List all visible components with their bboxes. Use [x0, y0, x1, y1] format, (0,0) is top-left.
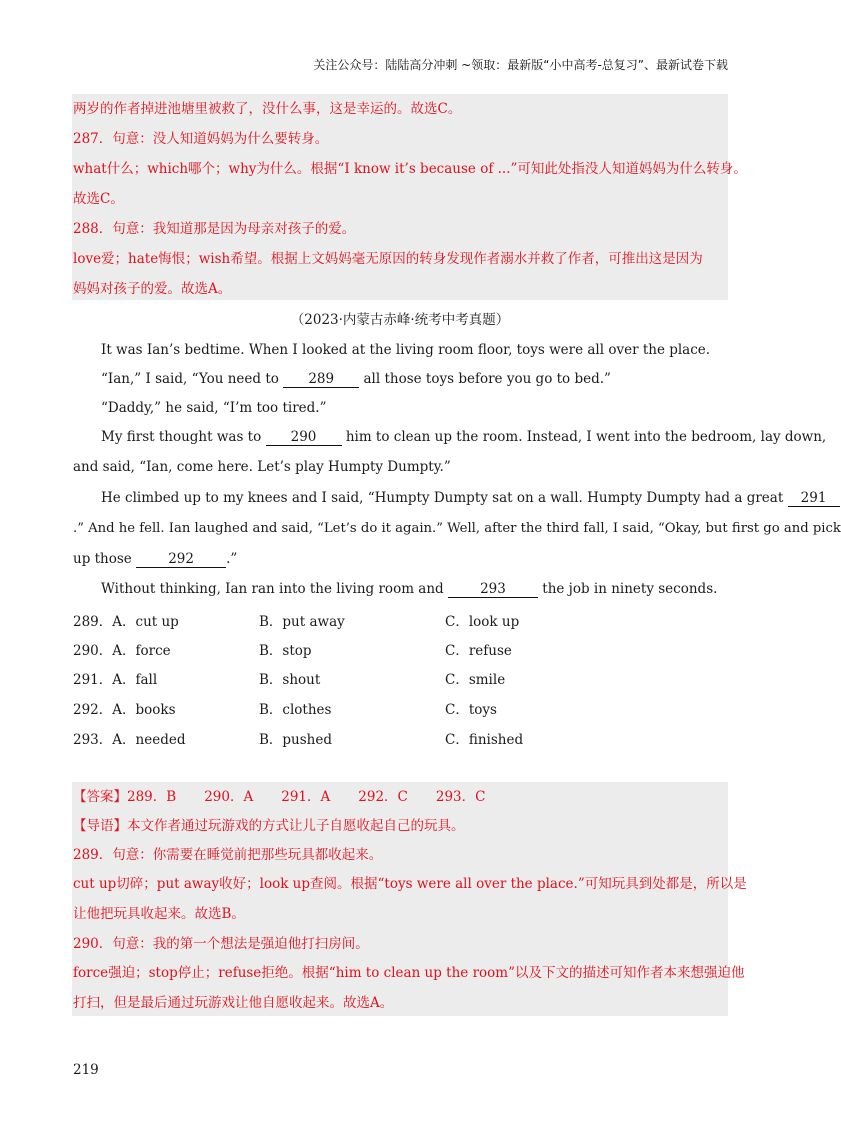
option-a: 292．A．books [73, 702, 176, 718]
explanation-line: 289．句意：你需要在睡觉前把那些玩具都收起来。 [73, 847, 383, 863]
answer-line [73, 782, 485, 812]
option-b: B．put away [259, 614, 345, 630]
answer-item: 292．C [358, 789, 408, 805]
option-c: C．toys [445, 702, 497, 718]
option-b: B．pushed [259, 732, 333, 748]
explanation-line: 287．句意：没人知道妈妈为什么要转身。 [73, 131, 329, 147]
blank-292: 292 [136, 551, 226, 568]
passage-line: .” And he fell. Ian laughed and said, “Let’s do it again.” Well, after the third fall, I said, “Okay, but first go and pick [73, 521, 841, 536]
option-c: C．smile [445, 672, 506, 688]
passage-text: “Ian,” I said, “You need to [101, 371, 279, 387]
option-b: B．shout [259, 672, 321, 688]
explanation-line: 打扫，但是最后通过玩游戏让他自愿收起来。故选A。 [73, 995, 394, 1011]
passage-text: him to clean up the room. Instead, I went into the bedroom, lay down, [345, 429, 827, 445]
blank-293: 293 [448, 581, 538, 598]
option-a: 291．A．fall [73, 672, 158, 688]
passage-text: up those [73, 551, 132, 567]
explanation-line: cut up切碎；put away收好；look up查阅。根据“toys were all over the place.”可知玩具到处都是，所以是 [73, 876, 747, 892]
blank-289: 289 [283, 371, 359, 388]
option-b: B．stop [259, 643, 312, 659]
explanation-line: 让他把玩具收起来。故选B。 [73, 906, 245, 922]
explanation-line: force强迫；stop停止；refuse拒绝。根据“him to clean up the room”以及下文的描述可知作者本来想强迫他 [73, 965, 745, 981]
option-c: C．refuse [445, 643, 512, 659]
passage-line [101, 574, 717, 604]
answer-item: 289．B [127, 789, 177, 805]
answer-item: 290．A [204, 789, 254, 805]
passage-line [73, 544, 237, 574]
blank-290: 290 [266, 429, 342, 446]
passage-text: .” [226, 551, 238, 567]
source-title: （2023·内蒙古赤峰·统考中考真题） [290, 312, 510, 328]
page-header: 关注公众号：陆陆高分冲刺 ~领取：最新版“小中高考-总复习”、最新试卷下载 [313, 58, 728, 72]
explanation-line: love爱；hate悔恨；wish希望。根据上文妈妈毫无原因的转身发现作者溺水并救了作者，可推出这是因为 [73, 251, 703, 267]
explanation-line: 288．句意：我知道那是因为母亲对孩子的爱。 [73, 221, 356, 237]
option-b: B．clothes [259, 702, 332, 718]
explanation-line: 两岁的作者掉进池塘里被救了，没什么事，这是幸运的。故选C。 [73, 101, 462, 117]
page-number: 219 [73, 1062, 99, 1078]
passage-line [101, 483, 840, 513]
passage-line: “Daddy,” he said, “I’m too tired.” [101, 400, 327, 416]
passage-line [101, 422, 826, 452]
answer-label: 【答案】 [73, 789, 127, 805]
explanation-line: 290．句意：我的第一个想法是强迫他打扫房间。 [73, 936, 369, 952]
explanation-line: what什么；which哪个；why为什么。根据“I know it’s because of ...”可知此处指没人知道妈妈为什么转身。 [73, 161, 747, 177]
option-c: C．look up [445, 614, 520, 630]
option-c: C．finished [445, 732, 524, 748]
passage-text: all those toys before you go to bed.” [363, 371, 611, 387]
option-a: 289．A．cut up [73, 614, 179, 630]
passage-line: and said, “Ian, come here. Let’s play Humpty Dumpty.” [73, 459, 451, 475]
option-a: 293．A．needed [73, 732, 186, 748]
explanation-line: 故选C。 [73, 191, 124, 207]
passage-line: It was Ian’s bedtime. When I looked at the living room floor, toys were all over the place. [101, 342, 711, 358]
answer-item: 291．A [281, 789, 331, 805]
passage-text: My first thought was to [101, 429, 262, 445]
option-a: 290．A．force [73, 643, 171, 659]
passage-text: He climbed up to my knees and I said, “Humpty Dumpty sat on a wall. Humpty Dumpty had a great [101, 490, 784, 506]
passage-text: Without thinking, Ian ran into the living room and [101, 581, 444, 597]
explanation-line: 【导语】本文作者通过玩游戏的方式让儿子自愿收起自己的玩具。 [73, 818, 465, 834]
blank-291: 291 [788, 490, 840, 507]
answer-item: 293．C [435, 789, 486, 805]
passage-line [101, 364, 611, 394]
explanation-line: 妈妈对孩子的爱。故选A。 [73, 281, 232, 297]
passage-text: the job in ninety seconds. [542, 581, 718, 597]
